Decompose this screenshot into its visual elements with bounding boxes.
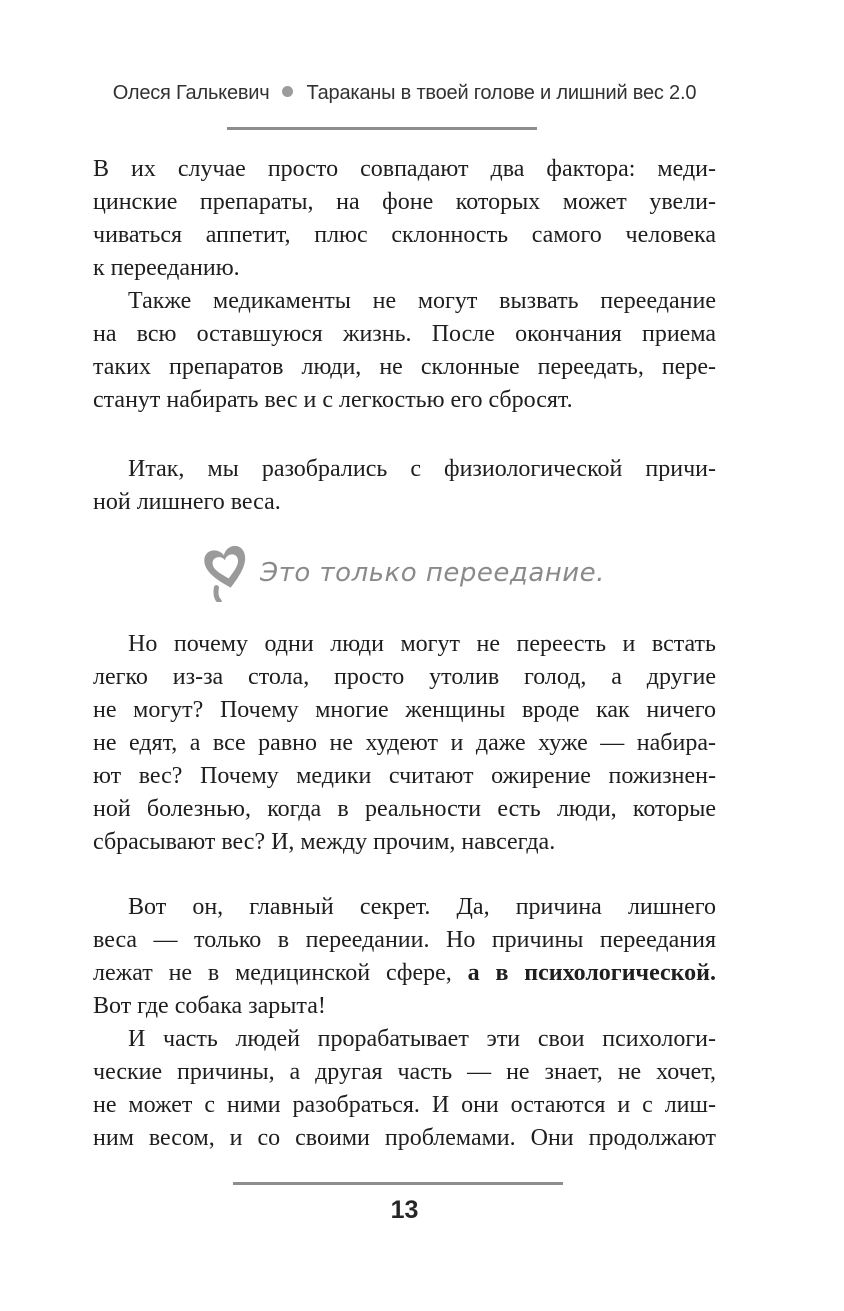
dot-separator-icon — [282, 86, 293, 97]
text-line: Но почему одни люди могут не переесть и встать — [128, 631, 716, 657]
text-line: таких препаратов люди, не склонные переедать, пере- — [93, 354, 716, 380]
text-line: к перееданию. — [93, 255, 240, 281]
header-book-title: Тараканы в твоей голове и лишний вес 2.0 — [306, 82, 697, 104]
header-author: Олеся Галькевич — [112, 82, 270, 104]
text-line — [93, 957, 716, 990]
paragraph — [93, 1023, 716, 1155]
paragraph — [93, 285, 716, 417]
paragraph — [93, 891, 716, 1023]
text-line: Также медикаменты не могут вызвать переедание — [128, 288, 716, 314]
paragraph — [93, 453, 716, 519]
heart-icon — [204, 544, 250, 602]
paragraph-group-1 — [93, 153, 716, 519]
page-number: 13 — [390, 1196, 419, 1224]
text-line: И часть людей прорабатывает эти свои психологи- — [128, 1026, 716, 1052]
bold-text: а в психологической. — [467, 960, 717, 986]
text-line: веса — только в переедании. Но причины переедания — [93, 927, 716, 953]
paragraph-group-2 — [93, 628, 716, 1155]
text-line: ним весом, и со своими проблемами. Они продолжают — [93, 1125, 716, 1151]
text-line: В их случае просто совпадают два фактора: меди- — [93, 156, 716, 182]
text-block — [93, 153, 716, 1155]
text-line: на всю оставшуюся жизнь. После окончания приема — [93, 321, 716, 347]
footer-rule — [233, 1182, 563, 1185]
paragraph — [93, 153, 716, 285]
text-line: ной болезнью, когда в реальности есть люди, которые — [93, 796, 716, 822]
text-line: не может с ними разобраться. И они остаются и с лиш- — [93, 1092, 716, 1118]
text-line: ют вес? Почему медики считают ожирение пожизнен- — [93, 763, 716, 789]
text-line: Итак, мы разобрались с физиологической причи- — [128, 456, 716, 482]
running-header — [93, 82, 716, 105]
text-line: легко из-за стола, просто утолив голод, а другие — [93, 664, 716, 690]
text-segment: лежат не в медицинской сфере, — [93, 960, 468, 986]
text-line: чиваться аппетит, плюс склонность самого человека — [93, 222, 716, 248]
text-line: сбрасывают вес? И, между прочим, навсегда. — [93, 829, 556, 855]
text-line: Вот где собака зарыта! — [93, 993, 326, 1019]
text-line: цинские препараты, на фоне которых может увели- — [93, 189, 716, 215]
text-line: станут набирать вес и с легкостью его сбросят. — [93, 387, 573, 413]
text-line: не могут? Почему многие женщины вроде как ничего — [93, 697, 716, 723]
text-line: ческие причины, а другая часть — не знает, не хочет, — [93, 1059, 716, 1085]
text-line: не едят, а все равно не худеют и даже хуже — набира- — [93, 730, 716, 756]
pull-quote-text: Это только переедание. — [260, 557, 605, 588]
paragraph — [93, 628, 716, 859]
text-line: Вот он, главный секрет. Да, причина лишнего — [128, 894, 716, 920]
text-line: ной лишнего веса. — [93, 489, 281, 515]
header-rule — [227, 127, 537, 130]
pull-quote — [93, 544, 716, 602]
